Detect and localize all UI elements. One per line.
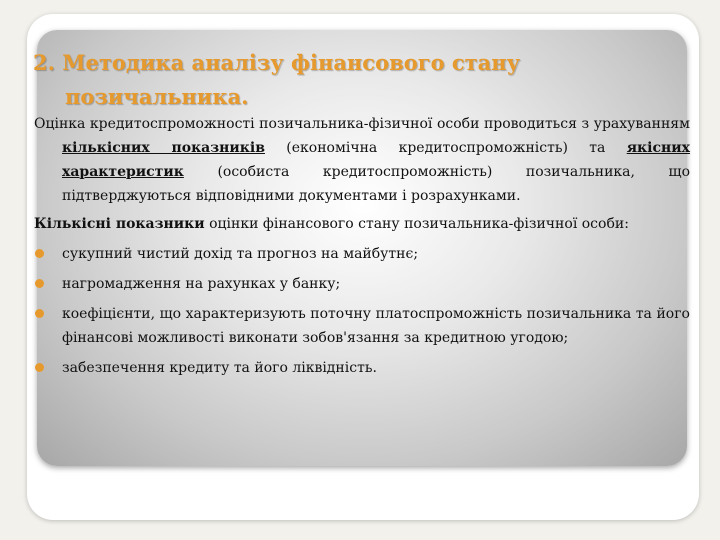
list-item-text: забезпечення кредиту та його ліквідність. [62,360,377,376]
list-item [34,242,690,266]
slide-title [33,46,593,114]
title-line-2: позичальника. [65,84,249,109]
indicators-rest: оцінки фінансового стану позичальника-фізичної особи: [204,216,629,232]
list-item [34,356,690,380]
term-qualitative: якісних характеристик [62,140,690,180]
list-item-text: нагромадження на рахунках у банку; [62,276,341,292]
paragraph-indicators [34,212,690,236]
bullet-icon [35,279,44,288]
indicator-list [34,242,690,380]
paragraph-intro [34,112,690,208]
list-item-text: сукупний чистий дохід та прогноз на майбутнє; [62,246,419,262]
slide-body [34,112,690,380]
bullet-icon [35,363,44,372]
title-line-1: 2. Методика аналізу фінансового стану [33,50,521,75]
indicators-lead: Кількісні показники [34,216,205,232]
term-quantitative: кількісних показників [62,140,265,156]
paragraph-intro-after: (особиста кредитоспроможність) позичальника, що підтверджуються відповідними документами і розрахунками. [62,164,690,204]
list-item-text: коефіцієнти, що характеризують поточну платоспроможність позичальника та його фінансові можливості виконати зобов'язання за кредитною угодою; [62,306,690,346]
paragraph-intro-before: Оцінка кредитоспроможності позичальника-фізичної особи проводиться з урахуванням [34,116,690,132]
paragraph-intro-middle: (економічна кредитоспроможність) та [264,140,627,156]
list-item [34,302,690,350]
bullet-icon [35,249,44,258]
bullet-icon [35,309,44,318]
list-item [34,272,690,296]
